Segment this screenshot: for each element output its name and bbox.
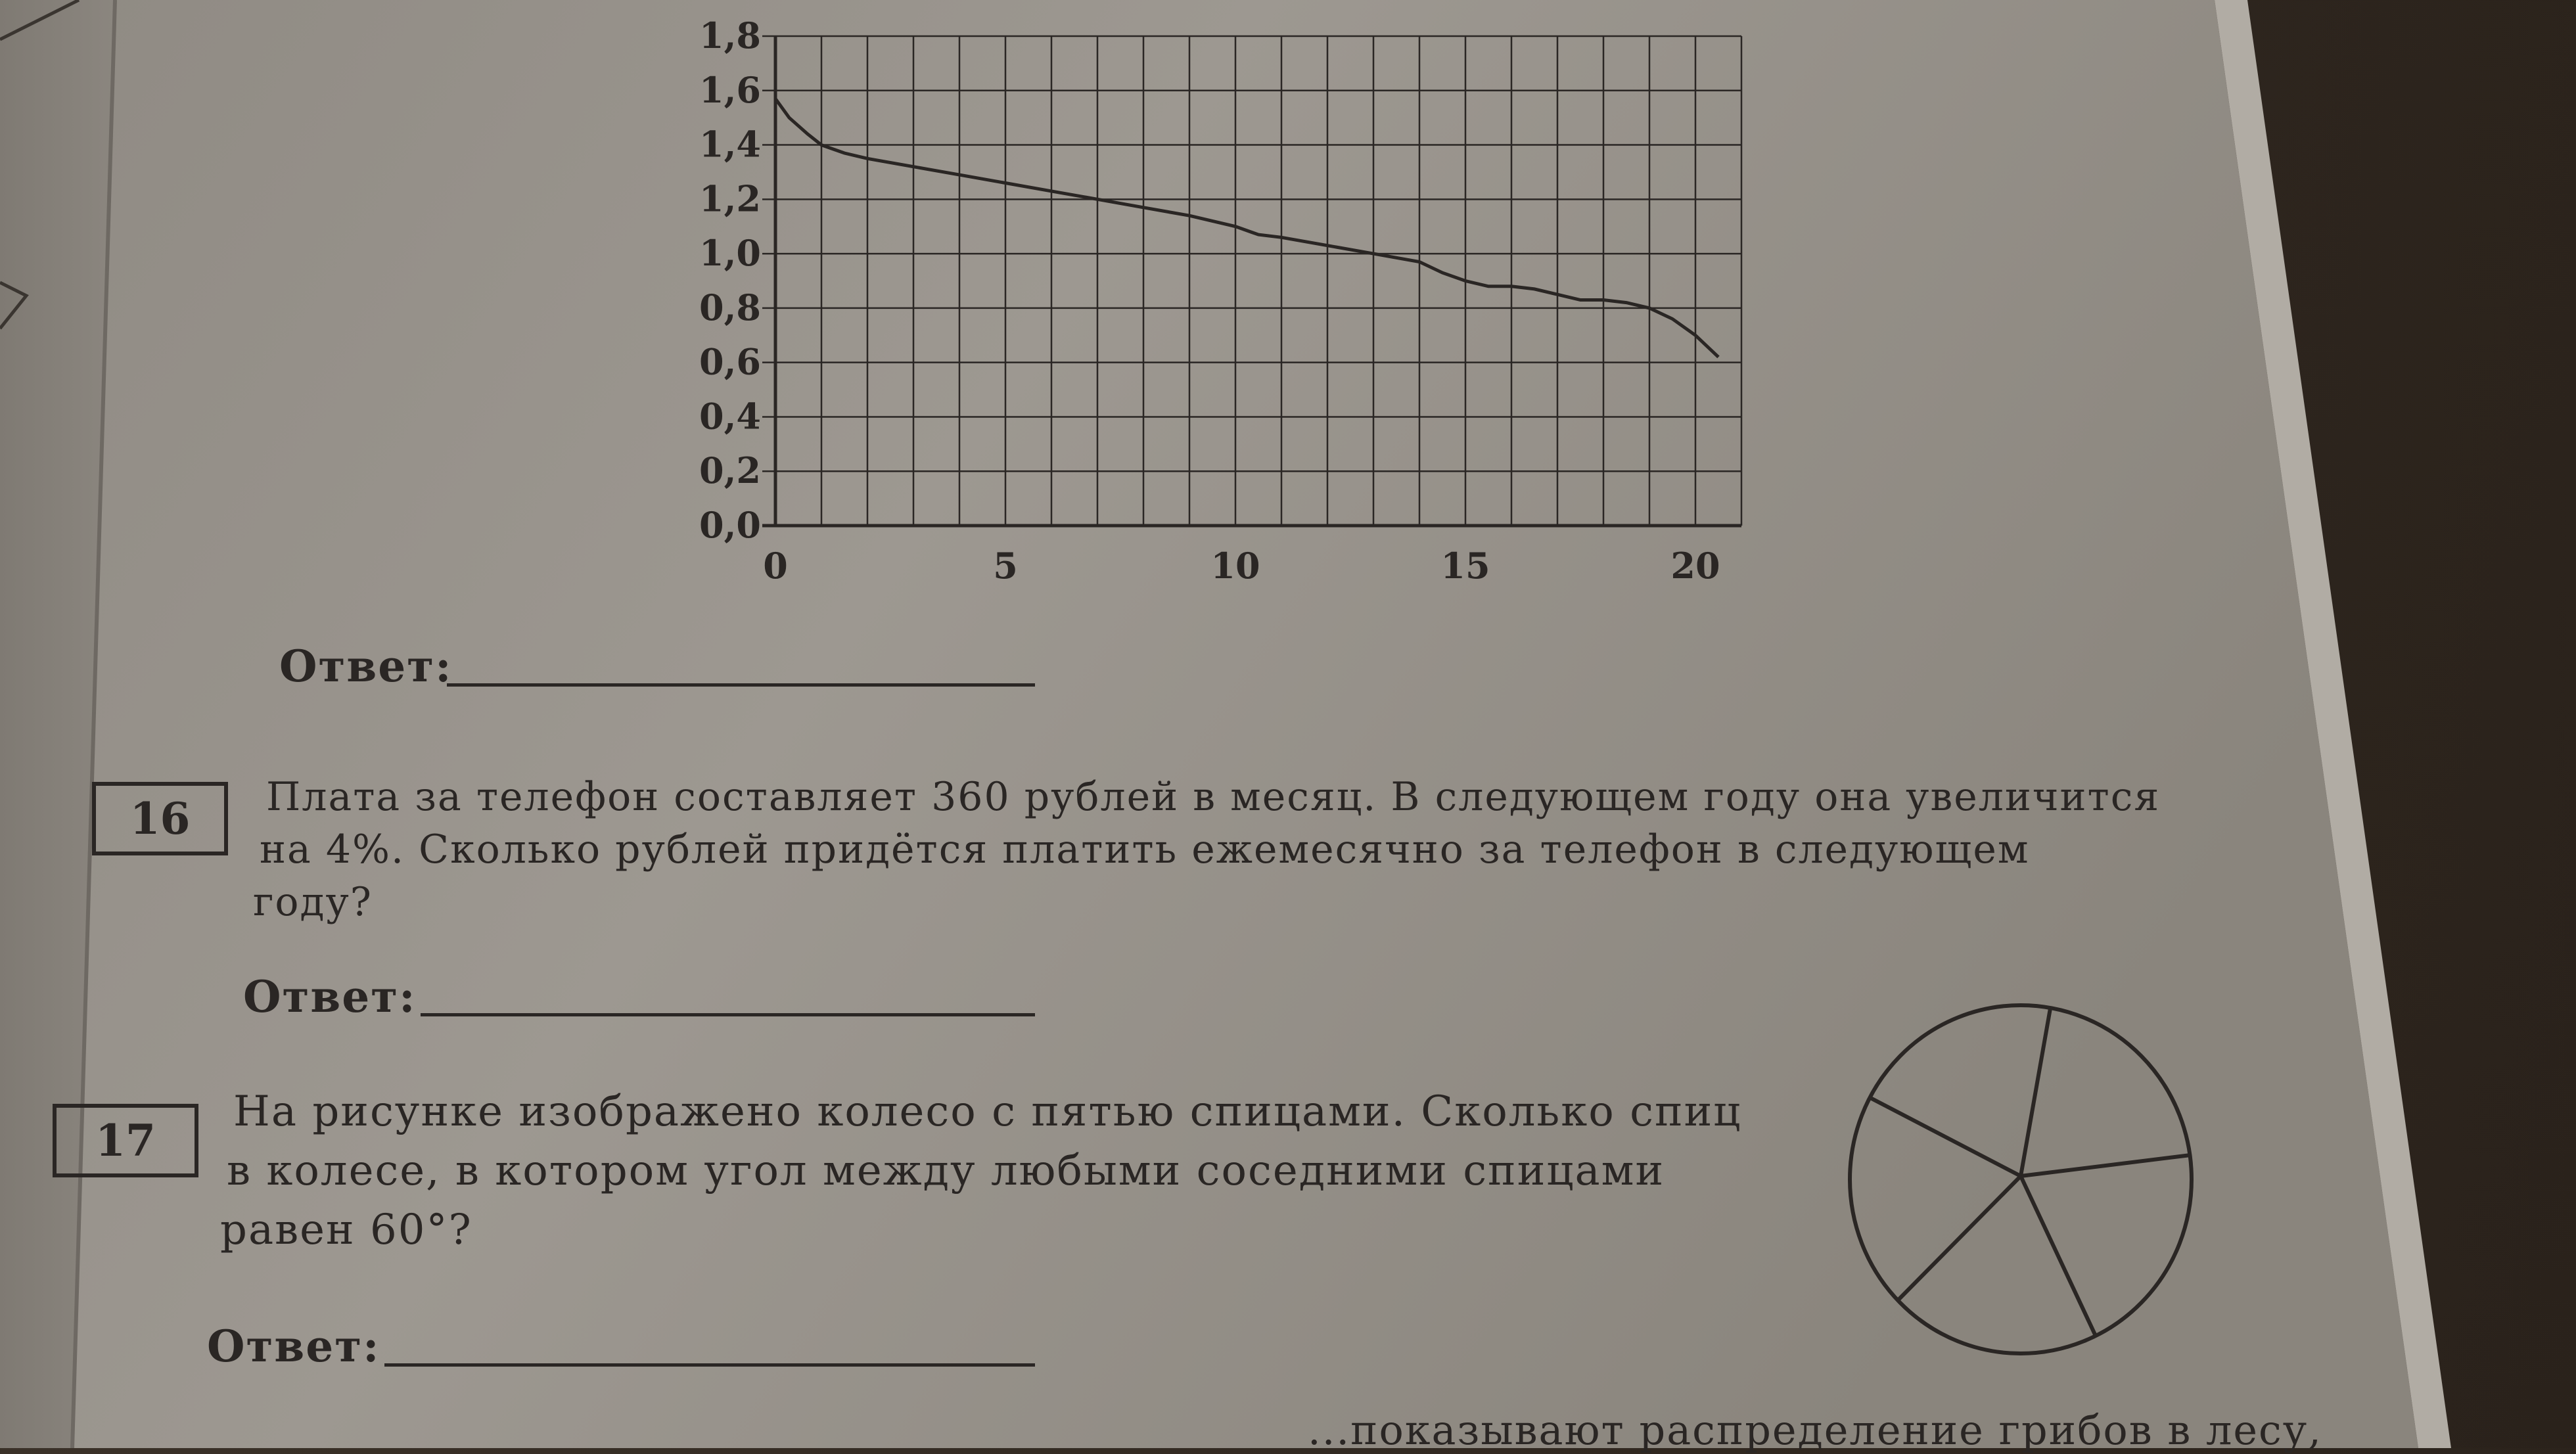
q16-line-2: на 4%. Сколько рублей придётся платить ежемесячно за телефон в следующем: [260, 827, 2030, 873]
y-tick-label: 1,8: [699, 14, 761, 57]
x-tick-label: 0: [763, 545, 788, 587]
x-tick-label: 15: [1440, 545, 1490, 587]
y-tick-label: 0,0: [699, 504, 761, 546]
answer-label-16: Ответ:: [243, 971, 417, 1022]
q17-line-1: На рисунке изображено колесо с пятью спицами. Сколько спиц: [233, 1087, 1742, 1136]
y-tick-label: 0,4: [699, 395, 761, 438]
question-number-17: 17: [53, 1104, 198, 1177]
y-axis-ticks: [699, 14, 761, 546]
y-tick-label: 1,6: [699, 68, 761, 111]
q17-line-3: равен 60°?: [220, 1206, 472, 1254]
line-chart: [0, 0, 2576, 657]
x-tick-label: 5: [993, 545, 1018, 587]
y-tick-label: 0,2: [699, 449, 761, 492]
q16-line-1: Плата за телефон составляет 360 рублей в месяц. В следующем году она увеличится: [266, 774, 2161, 820]
question-number-16: 16: [92, 782, 228, 855]
answer-label-17: Ответ:: [207, 1321, 380, 1372]
y-tick-label: 0,8: [699, 286, 761, 329]
q17-line-2: в колесе, в котором угол между любыми соседними спицами: [227, 1147, 1665, 1195]
y-tick-label: 0,6: [699, 340, 761, 383]
chart-grid: [762, 36, 1741, 526]
answer-field-17[interactable]: [384, 1363, 1035, 1367]
next-question-fragment: ...показывают распределение грибов в лесу,: [1308, 1406, 2322, 1454]
q16-line-3: году?: [253, 879, 373, 925]
y-tick-label: 1,0: [699, 232, 761, 275]
x-axis-ticks: [763, 545, 1720, 587]
answer-field-16[interactable]: [421, 1013, 1035, 1016]
y-tick-label: 1,2: [699, 177, 761, 220]
y-tick-label: 1,4: [699, 123, 761, 166]
data-series-line: [775, 99, 1718, 357]
x-tick-label: 10: [1210, 545, 1260, 587]
answer-field-15[interactable]: [447, 683, 1035, 687]
answer-label-15: Ответ:: [279, 641, 453, 692]
x-tick-label: 20: [1670, 545, 1720, 587]
